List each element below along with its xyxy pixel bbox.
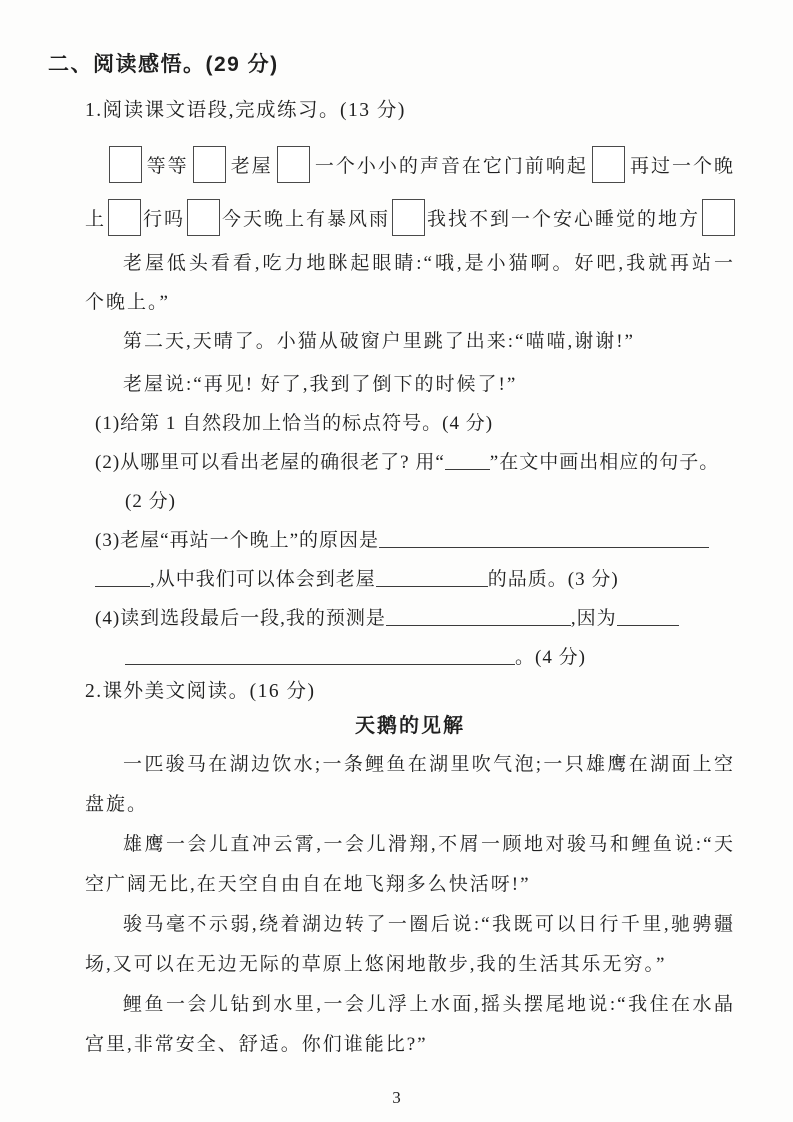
exercise2-heading: 2.课外美文阅读。(16 分): [85, 681, 316, 702]
passage-paragraph-line: 老屋低头看看,吃力地眯起眼睛:“哦,是小猫啊。好吧,我就再站一: [123, 253, 735, 274]
essay-paragraph-line: 鲤鱼一会儿钻到水里,一会儿浮上水面,摇头摆尾地说:“我住在水晶: [123, 994, 735, 1015]
question-4-text: 。(4 分): [515, 647, 586, 668]
passage-text-segment: 今天晚上有暴风雨: [221, 209, 390, 230]
exercise1-heading: 1.阅读课文语段,完成练习。(13 分): [85, 100, 406, 121]
question-4-text: ,因为: [570, 608, 617, 629]
question-3: [95, 521, 740, 560]
punctuation-line-1: [85, 138, 735, 191]
question-4-continued: [95, 638, 740, 677]
answer-blank: [386, 622, 571, 626]
passage-paragraph-line: 个晚上。”: [85, 292, 170, 313]
exercise2-passage: [85, 745, 735, 1065]
punctuation-box: [392, 199, 425, 236]
question-3-text: (3)老屋“再站一个晚上”的原因是: [95, 530, 380, 551]
question-3-text: 的品质。(3 分): [487, 569, 619, 590]
answer-blank: [376, 583, 488, 587]
passage-text-segment: 老屋: [230, 156, 273, 177]
passage-text-segment: 上: [85, 209, 107, 230]
essay-paragraph-line: 空广阔无比,在天空自由自在地飞翔多么快活呀!”: [85, 874, 531, 895]
punctuation-box: [187, 199, 220, 236]
question-2: [95, 443, 740, 482]
punctuation-box: [193, 146, 226, 183]
question-2-text: ”在文中画出相应的句子。: [489, 452, 720, 473]
punctuation-box: [109, 146, 142, 183]
question-1: (1)给第 1 自然段加上恰当的标点符号。(4 分): [95, 413, 494, 434]
passage-text-segment: 再过一个晚: [629, 156, 735, 177]
essay-paragraph-line: 宫里,非常安全、舒适。你们谁能比?”: [85, 1034, 428, 1055]
punctuation-box: [702, 199, 735, 236]
punctuation-box: [108, 199, 141, 236]
punctuation-line-2: [85, 191, 735, 244]
question-4-text: (4)读到选段最后一段,我的预测是: [95, 608, 386, 629]
question-4: [95, 599, 740, 638]
exercise1-questions: [95, 404, 740, 677]
passage-text-segment: 我找不到一个安心睡觉的地方: [426, 209, 700, 230]
answer-blank: [379, 544, 709, 548]
answer-blank: [95, 583, 150, 587]
essay-title: 天鹅的见解: [355, 715, 465, 737]
essay-paragraph-line: 盘旋。: [85, 794, 149, 815]
passage-text-segment: 等等: [146, 156, 189, 177]
punctuation-box: [592, 146, 625, 183]
essay-paragraph-line: 一匹骏马在湖边饮水;一条鲤鱼在湖里吹气泡;一只雄鹰在湖面上空: [123, 754, 735, 775]
page-number: 3: [392, 1088, 401, 1107]
question-3-text: ,从中我们可以体会到老屋: [150, 569, 376, 590]
passage-text-segment: 一个小小的声音在它门前响起: [314, 156, 588, 177]
exercise1-passage: [85, 138, 735, 404]
essay-paragraph-line: 雄鹰一会儿直冲云霄,一会儿滑翔,不屑一顾地对骏马和鲤鱼说:“天: [123, 834, 735, 855]
question-2-points: (2 分): [125, 491, 176, 512]
passage-paragraph-line: 第二天,天晴了。小猫从破窗户里跳了出来:“喵喵,谢谢!”: [123, 331, 635, 352]
question-2-text: (2)从哪里可以看出老屋的确很老了? 用“: [95, 452, 445, 473]
passage-text-segment: 行吗: [142, 209, 185, 230]
passage-paragraph-line: 老屋说:“再见! 好了,我到了倒下的时候了!”: [123, 374, 518, 395]
section-title: 二、阅读感悟。(29 分): [48, 53, 279, 76]
answer-blank: [445, 466, 490, 470]
essay-paragraph-line: 场,又可以在无边无际的草原上悠闲地散步,我的生活其乐无穷。”: [85, 954, 667, 975]
essay-paragraph-line: 骏马毫不示弱,绕着湖边转了一圈后说:“我既可以日行千里,驰骋疆: [123, 914, 735, 935]
answer-blank: [125, 661, 515, 665]
punctuation-box: [277, 146, 310, 183]
question-3-continued: [95, 560, 740, 599]
answer-blank: [617, 622, 679, 626]
